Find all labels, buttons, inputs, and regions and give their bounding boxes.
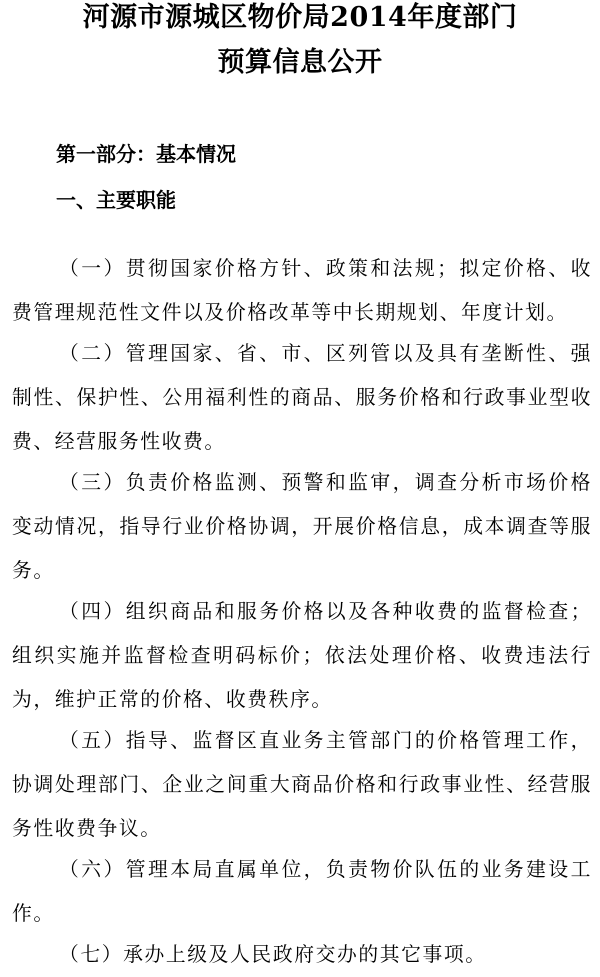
function-paragraph-2: （二）管理国家、省、市、区列管以及具有垄断性、强制性、保护性、公用福利性的商品、服务价格和行政事业型收费、经营服务性收费。: [12, 341, 592, 453]
function-paragraph-6: （六）管理本局直属单位，负责物价队伍的业务建设工作。: [12, 857, 592, 925]
function-paragraph-4: （四）组织商品和服务价格以及各种收费的监督检查；组织实施并监督检查明码标价；依法处理价格、收费违法行为，维护正常的价格、收费秩序。: [12, 599, 592, 711]
document-title-line-2: 预算信息公开: [217, 47, 383, 78]
subsection-heading: 一、主要职能: [56, 188, 176, 212]
function-paragraph-1: （一）贯彻国家价格方针、政策和法规；拟定价格、收费管理规范性文件以及价格改革等中长期规划、年度计划。: [12, 256, 592, 324]
function-paragraph-5: （五）指导、监督区直业务主管部门的价格管理工作，协调处理部门、企业之间重大商品价格和行政事业性、经营服务性收费争议。: [12, 728, 592, 840]
function-paragraph-7: （七）承办上级及人民政府交办的其它事项。: [59, 942, 487, 966]
document-title-line-1: 河源市源城区物价局2014年度部门: [82, 2, 518, 33]
function-paragraph-3: （三）负责价格监测、预警和监审，调查分析市场价格变动情况，指导行业价格协调，开展价格信息，成本调查等服务。: [12, 470, 592, 582]
section-heading: 第一部分：基本情况: [56, 142, 236, 166]
